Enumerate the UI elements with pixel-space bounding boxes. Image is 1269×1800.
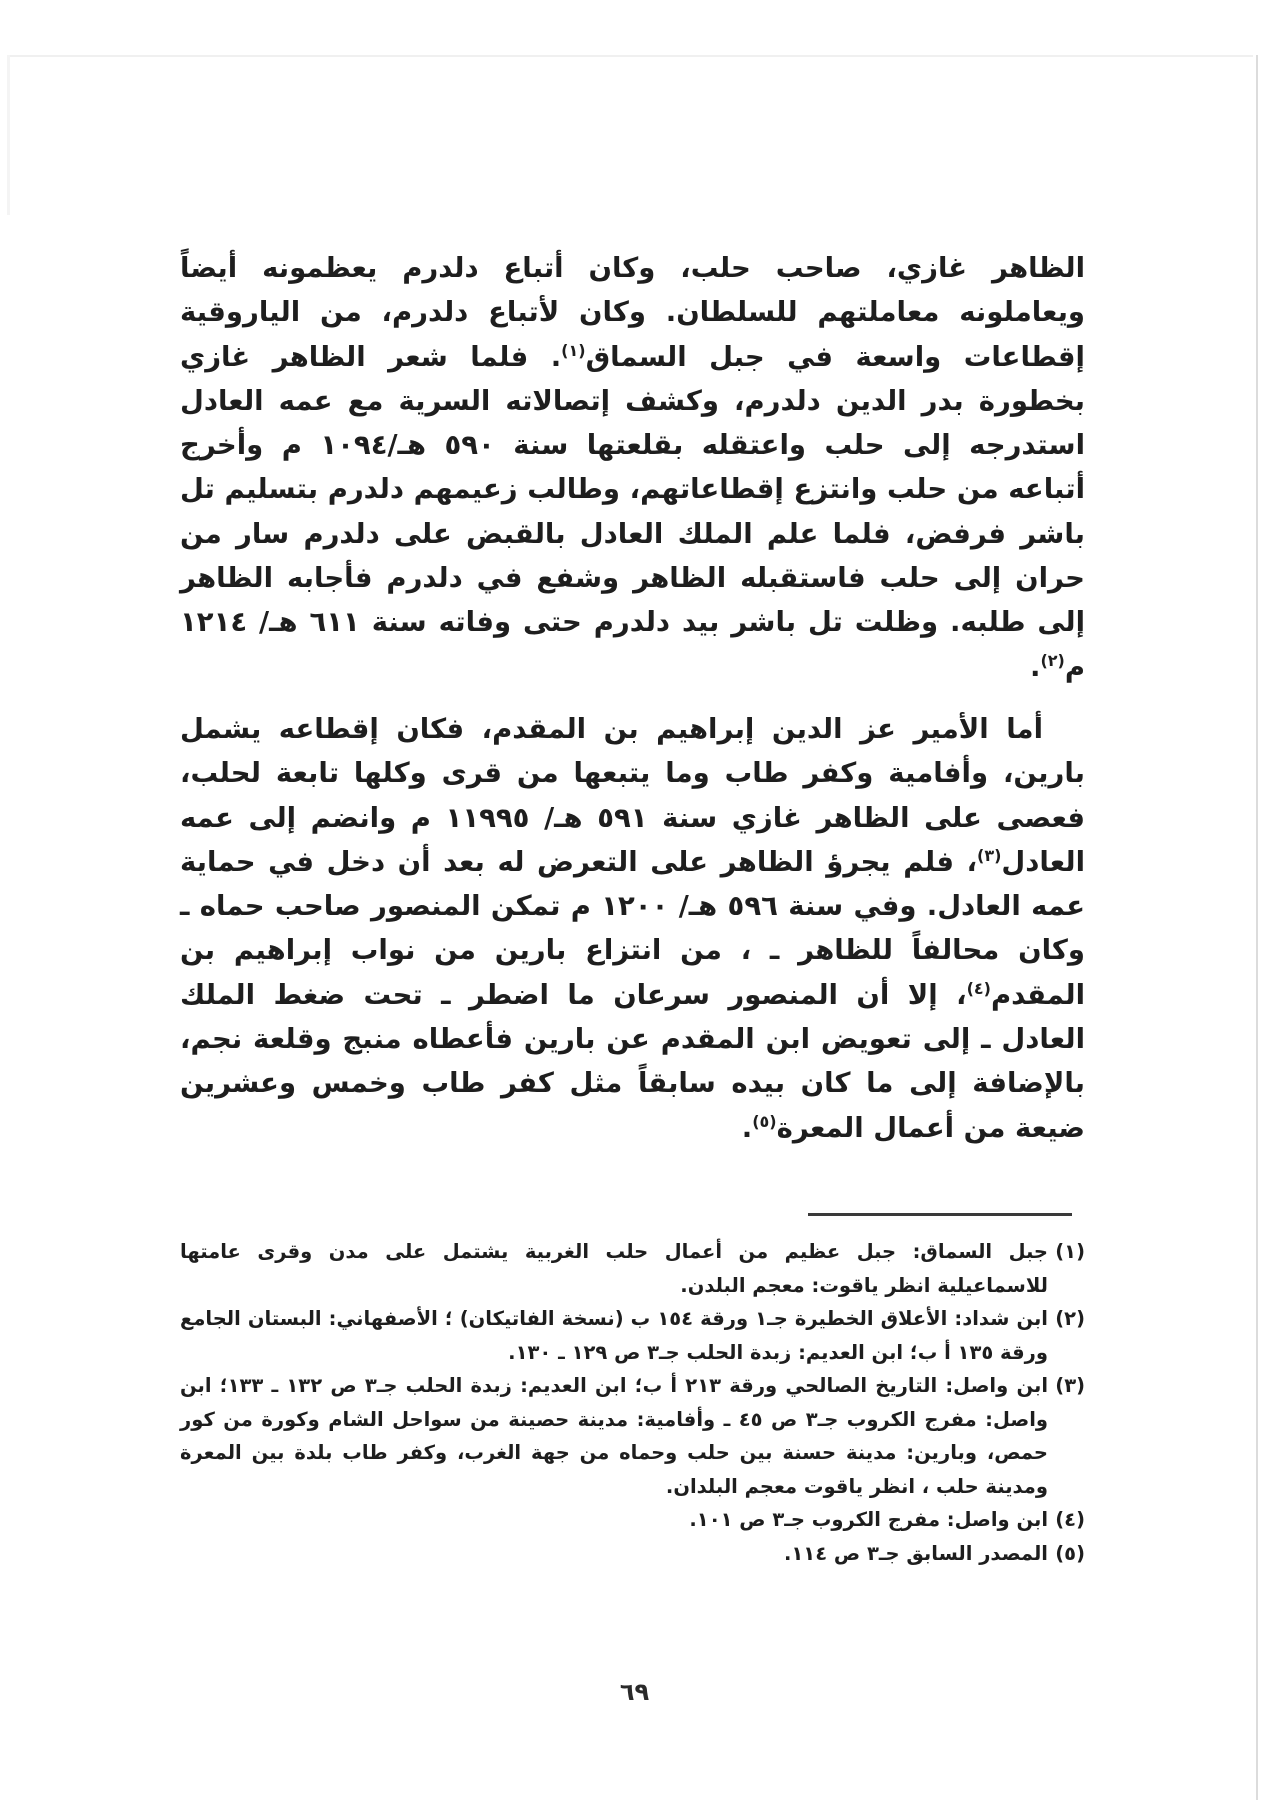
footnote-4 [180,1503,1085,1537]
footnote-text: ابن واصل: مفرج الكروب جـ٣ ص ١٠١. [689,1508,1048,1531]
scan-edge-top [8,55,1253,57]
paragraph-2-text-d: . [741,1111,753,1144]
body-text [180,246,1085,1150]
paragraph-1-text-c: . [1030,650,1041,683]
paragraph-2 [180,707,1085,1150]
footnote-text: ابن شداد: الأعلاق الخطيرة جـ١ ورقة ١٥٤ ب (نسخة الفاتيكان) ؛ الأصفهاني: البستان الجامع ورقة ١٣٥ أ ب؛ ابن العديم: زبدة الحلب جـ٣ ص ١٢٩ ـ ١٣٠. [180,1307,1048,1364]
footnote-ref-2[interactable]: (٢) [1040,650,1065,670]
footnote-ref-4[interactable]: (٤) [966,978,991,998]
footnote-number: (٥) [1055,1541,1085,1565]
footnote-text: جبل السماق: جبل عظيم من أعمال حلب الغربية يشتمل على مدن وقرى عامتها للاسماعيلية انظر ياقوت: معجم البلدن. [180,1240,1048,1297]
paragraph-1-text-b: . فلما شعر الظاهر غازي بخطورة بدر الدين دلدرم، وكشف إتصالاته السرية مع عمه العادل استدرجه إلى حلب واعتقله بقلعتها سنة ٥٩٠ هـ/١٠٩٤ م وأخرج أتباعه من حلب وانتزع إقطاعاتهم، وطالب زعيمهم دلدرم بتسليم تل باشر فرفض، فلما علم الملك العادل بالقبض على دلدرم سار من حران إلى حلب فاستقبله الظاهر وشفع في دلدرم فأجابه الظاهر إلى طلبه. وظلت تل باشر بيد دلدرم حتى وفاته سنة ٦١١ هـ/ ١٢١٤ م [180,340,1086,683]
paragraph-2-text-a: أما الأمير عز الدين إبراهيم بن المقدم، فكان إقطاعه يشمل بارين، وأفامية وكفر طاب وما يتبعها من قرى وكلها تابعة لحلب، فعصى على الظاهر غازي سنة ٥٩١ هـ/ ١١٩٩٥ م وانضم إلى عمه العادل [180,712,1085,878]
footnote-number: (٢) [1055,1307,1085,1330]
footnote-text: ابن واصل: التاريخ الصالحي ورقة ٢١٣ أ ب؛ ابن العديم: زبدة الحلب جـ٣ ص ١٣٢ ـ ١٣٣؛ ابن واصل: مفرج الكروب جـ٣ ص ٤٥ ـ وأفامية: مدينة حصينة من سواحل الشام وكورة من كور حمص، وبارين: مدينة حسنة بين حلب وحماه من جهة الغرب، وكفر طاب بلدة بين المعرة ومدينة حلب ، انظر ياقوت معجم البلدان. [180,1374,1049,1498]
footnote-separator [808,1213,1072,1216]
page-number: ٦٩ [619,1678,650,1706]
paragraph-2-text-b: ، فلم يجرؤ الظاهر على التعرض له بعد أن دخل في حماية عمه العادل. وفي سنة ٥٩٦ هـ/ ١٢٠٠ م تمكن المنصور صاحب حماه ـ وكان محالفاً للظاهر ـ ، من انتزاع بارين من نواب إبراهيم بن المقدم [180,845,1085,1011]
footnote-number: (٤) [1055,1508,1085,1531]
scan-edge-left [7,55,10,215]
footnote-5 [180,1537,1085,1571]
footnote-2 [180,1302,1085,1369]
scan-edge-right [1256,55,1258,1800]
footnote-3 [180,1369,1085,1503]
footnotes [180,1235,1085,1570]
footnote-1 [180,1235,1085,1302]
footnote-text: المصدر السابق جـ٣ ص ١١٤. [783,1541,1048,1565]
paragraph-1-text-a: الظاهر غازي، صاحب حلب، وكان أتباع دلدرم يعظمونه أيضاً ويعاملونه معاملتهم للسلطان. وكان لأتباع دلدرم، من الياروقية إقطاعات واسعة في جبل السماق [180,252,1085,373]
footnote-number: (١) [1055,1240,1085,1263]
footnote-ref-3[interactable]: (٣) [977,845,1002,865]
paragraph-1 [180,246,1085,689]
footnote-number: (٣) [1055,1374,1086,1397]
paragraph-2-text-c: ، إلا أن المنصور سرعان ما اضطر ـ تحت ضغط الملك العادل ـ إلى تعويض ابن المقدم عن بارين فأعطاه منبج وقلعة نجم، بالإضافة إلى ما كان بيده سابقاً مثل كفر طاب وخمس وعشرين ضيعة من أعمال المعرة [180,978,1085,1144]
footnote-ref-5[interactable]: (٥) [752,1111,777,1131]
footnote-ref-1[interactable]: (١) [561,340,586,360]
